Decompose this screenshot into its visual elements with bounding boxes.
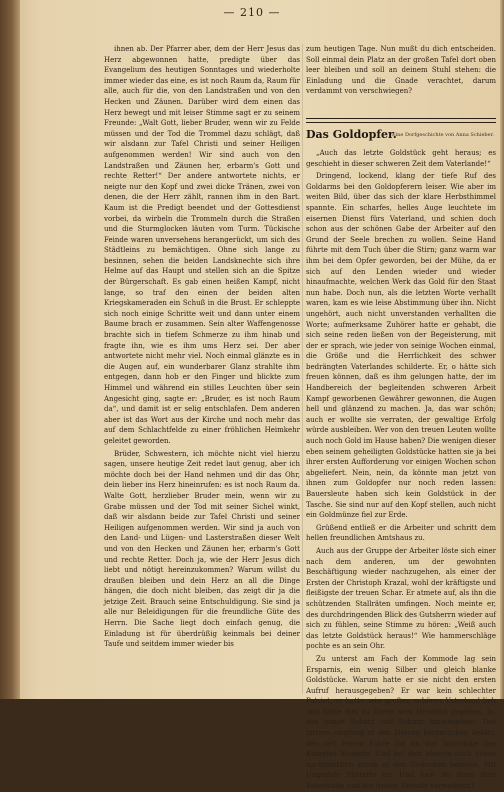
right-column (306, 148, 496, 791)
right-paragraph-4: Auch aus der Gruppe der Arbeiter löste sich einer nach dem anderen, um der gewohnten Beschäftigung wieder nachzugehen, als einer der Ersten der Christoph Krazal, wohl der kräftigste und fleißigste der treuen Schar. Er atmete auf, als ihn die schützenden Stallräten umfingen. Noch meinte er, des durchdringenden Blick des Gutsherrn wieder auf sich zu fühlen, seine Stimme zu hören: „Weiß auch das letzte Goldstück heraus!“ Wie hammerschläge pochte es an sein Ohr. (306, 546, 496, 651)
page-edge (500, 0, 504, 699)
article-heading (306, 126, 496, 146)
column-divider (302, 44, 303, 694)
right-paragraph-2: Dringend, lockend, klang der tiefe Ruf des Goldarms bei den Goldopferern leiser. Wie aber im weiten Bild, über das sich der klare Herbsthimmel spannte. Ein scharfes, helles Auge leuchtete im eisernen Dienst fürs Vaterland, und schien doch schon aus der schönen Gabe der Arbeiter auf den Grund der Seele brechen zu wollen. Seine Hand führte mit dem Tuch über die Stirn; ganz warm war ihm bei dem Opfer geworden, bei der Mühe, da er sich auf den Lenden wieder und wieder hinaufmachte, welchen Werk das Gold für den Staat nun habe. Doch nun, als die letzten Worte verhallt waren, kam es wie leise Abstimmung über ihn. Nicht ungehört, auch nicht unverstanden verhallten die Worte; aufmerksame Zuhörer hatte er gehabt, die sich seine reden ließen von der Begeisterung, mit der er sprach, wie jeder von seinige Wochen einmal, die Größe und die Herrlichkeit des schwer bedrängten Vaterlandes schilderte. Er, o hätte sich freuen können, daß es ihm gelungen hatte, der im Handbereich der begleitenden schweren Arbeit Kampf geworbenen Gewährer gewonnen, die Augen hell und glänzend zu machen. Ja, das war schön; auch er wollte sie verraten, der gewaltige Erfolg würde ausbleiben. Wer von den treuen Leuten wollte auch noch Gold im Hause haben? Die wenigen dieser eben seinem geheiligten Goldstücke hatten sie ja bei ihrer ersten Aufforderung vor einigen Wochen schon abgeliefert. Nein, nein, da könnte man jetzt von ihnen zum Goldopfer nur noch reden lassen: Bauersleute haben sich kein Goldstück in der Tasche. Sie sind nur auf den Kopf stellen, auch nicht ein Goldmünze fiel zur Erde. (306, 172, 496, 520)
left-column (104, 44, 300, 694)
right-paragraph-1: „Auch das letzte Goldstück geht heraus; es geschieht in dieser schweren Zeit dem Vaterlande!“ (306, 149, 496, 168)
right-top-continuation (306, 44, 496, 99)
article-separator-rule (306, 118, 496, 123)
left-paragraph-1: ihnen ab. Der Pfarrer aber, dem der Herr Jesus das Herz abgewonnen hatte, predigte über das Evangelium des heutigen Sonntages und wiederholte immer wieder das eine, es ist noch Raum da, Raum für alle, auch für die, von den Landstraßen und von den Hecken und Zäunen. Darüber wird dem einen das Herz bewegt und mit leiser Stimme sagt er zu seinem Freunde: „Walt Gott, lieber Bruder, wenn wir zu Felde müssen und der Tod die Trommel dazu schlägt, daß wir alsdann zur Tafel Christi und seiner Heiligen aufgenommen werden! Wir sind auch von den Landstraßen und Zäunen her, erbarm's Gott und rechte Retter!“ Der andere antwortete nichts, er neigte nur den Kopf und zwei dicke Tränen, zwei von denen, die der Herr zählt, rannen ihm in den Bart. Kaum ist die Predigt beendet und der Gottesdienst vorbei, da wirbeln die Trommeln durch die Straßen und die Sturmglocken läuten vom Turm. Tückische Feinde waren unversehens herangerückt, um sich des Städtleins zu bemächtigen. Ohne sich lange zu besinnen, sehen die beiden Landsknechte sich ihre Helme auf das Haupt und stellen sich an die Spitze der Bürgerschaft. Es gab einen heißen Kampf, nicht lange, so traf den einen der beiden alten Kriegskameraden ein Schuß in die Brust. Er schleppte sich noch einige Schritte weit und dann unter einem Baume brach er zusammen. Sein alter Waffengenosse brachte sich in tiefem Schmerze zu ihm hinab und fragte ihn, wie es ihm ums Herz sei. Der aber antwortete nicht mehr viel. Noch einmal glänzte es in die Augen auf, ein wunderbarer Glanz strahlte ihm entgegen, dann hob er den Finger und blickte zum Himmel und während ein stilles Leuchten über sein Angesicht ging, sagte er: „Bruder, es ist noch Raum da“, und damit ist er selig entschlafen. Dem anderen aber ist das Wort aus der Kirche und noch mehr das auf dem Schlachtfelde zu einer fröhlichen Heimkehr geleitet geworden. (104, 45, 300, 445)
right-paragraph-5: Zu unterst am Fach der Kommode lag sein Ersparnis, ein wenig Silber und gleich blanke Goldstücke. Warum hatte er sie nicht den ersten Aufruf herausgegeben? Er war kein schlechter Patriot, er hatte sein großes, schönes Vaterland lieb und hätte ihm zu Ehren sein Herzblut gegeben. Ja, das ganze Schatz und Schirm hinausgeben. Das bittere empfand er den kleinen körperlichen Fehler, den seit einem Fahre ihn an der Teilnahme des Kampfes hinderte. Und bei dem kleinen doch etwas nachdenklich schob er den Gedanken beiseite. Mit Ungedule flüsterte es: Und hast du denn dein Vaterlande und die treuen Dienste verweigern? (306, 654, 496, 791)
right-paragraph-3: Grüßend entließ er die Arbeiter und schritt dem hellen freundlichen Amtshaus zu. (306, 523, 496, 543)
right-top-paragraph: zum heutigen Tage. Nun mußt du dich entscheiden. Soll einmal dein Platz an der großen Tafel dort oben leer bleiben und soll an deinem Stuhl stehen: die Einladung und die Gnade verachtet, darum verdammt von verschwiegen? (306, 45, 496, 96)
article-byline: Eine Dorfgeschichte von Anna Schieber. (391, 132, 494, 138)
article-title: Das Goldopfer. (306, 128, 397, 141)
left-paragraph-2: Brüder, Schwestern, ich möchte nicht viel hierzu sagen, unsere heutige Zeit redet laut genug, aber ich möchte doch bei der Hand nehmen und dir das Ohr, dein lieber ins Herz hineinrufen: es ist noch Raum da. Walte Gott, herzlieber Bruder mein, wenn wir zu Grabe müssen und der Tod mit seiner Sichel winkt, daß wir alsdann beide zur Tafel Christi und seiner Heiligen aufgenommen werden. Wir sind ja auch von den Land- und Lügen- und Lasterstraßen dieser Welt und von den Hecken und Zäunen her, erbarm's Gott und rechte Retter. Doch ja, wie der Herr Jesus dich liebt und nötigt hereinzukommen? Warum willst du draußen bleiben und dein Herz an all die Dinge hängen, die doch nicht bleiben, das zeigt dir ja die jetzige Zeit. Brauch seine Entschuldigung. Sie sind ja alle nur Beleidigungen für die freundliche Güte des Herrn. Die Sache liegt doch einfach genug, die Einladung ist für überdrüßig keinmals bei deiner Taufe und seitdem immer wieder bis (104, 449, 300, 649)
page-number: — 210 — (223, 6, 281, 19)
book-spine (0, 0, 20, 699)
